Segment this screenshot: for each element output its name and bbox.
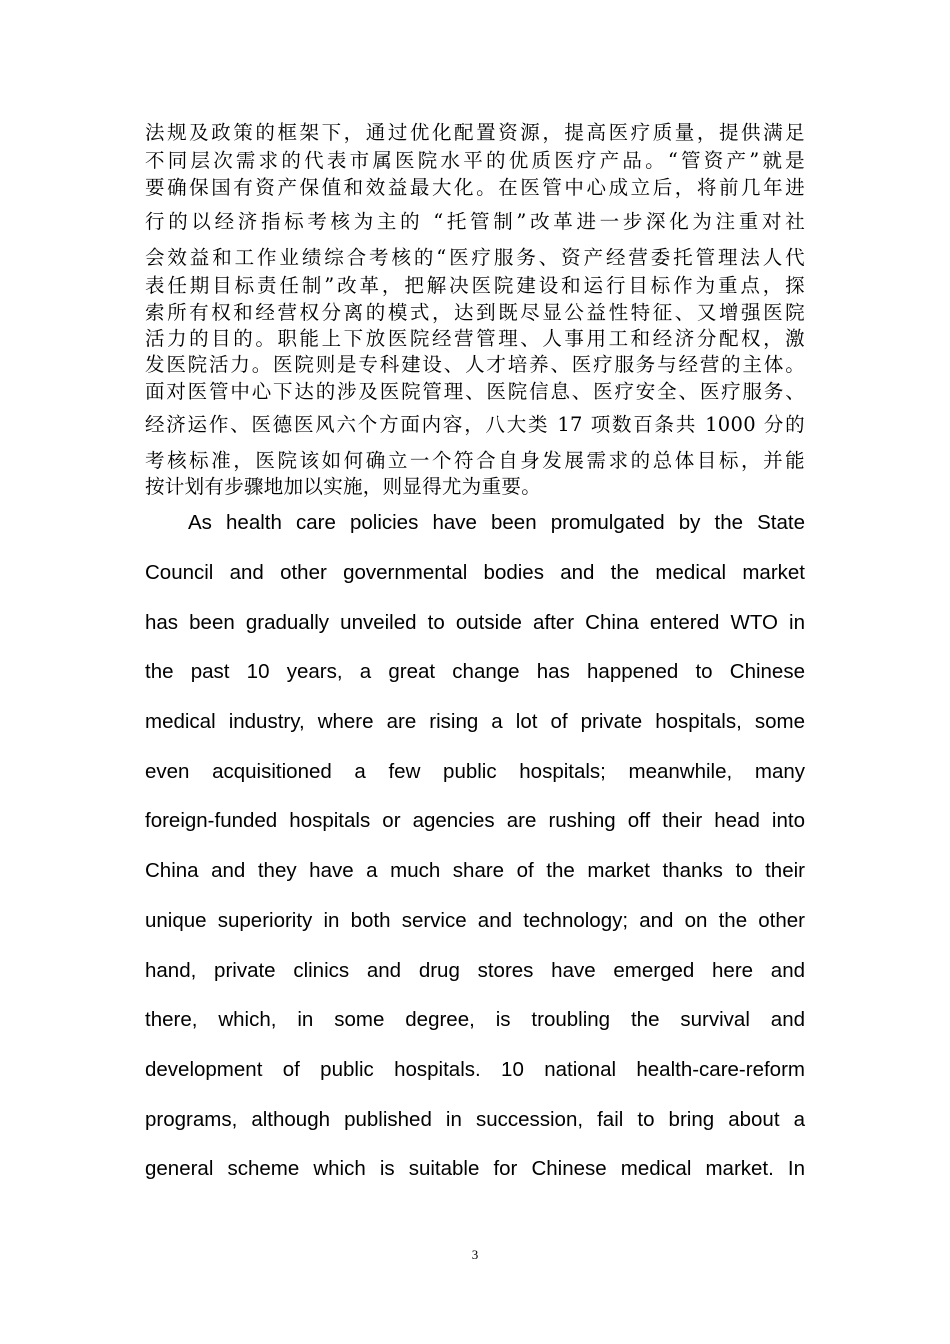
chinese-line: 经济运作、医德医风六个方面内容，八大类 17 项数百条共 1000 分的 (145, 413, 805, 436)
english-line: China and they have a much share of the market thanks to their (145, 859, 805, 882)
english-line: programs, although published in succession, fail to bring about a (145, 1108, 805, 1131)
english-line: there, which, in some degree, is troubling the survival and (145, 1008, 805, 1031)
chinese-line: 发医院活力。医院则是专科建设、人才培养、医疗服务与经营的主体。 (145, 353, 805, 376)
english-line: unique superiority in both service and technology; and on the other (145, 909, 805, 932)
chinese-line: 会效益和工作业绩综合考核的“医疗服务、资产经营委托管理法人代 (145, 246, 805, 269)
english-line: development of public hospitals. 10 national health-care-reform (145, 1058, 805, 1081)
chinese-line: 按计划有步骤地加以实施，则显得尤为重要。 (145, 475, 542, 498)
chinese-line: 活力的目的。职能上下放医院经营管理、人事用工和经济分配权，激 (145, 327, 805, 350)
chinese-line: 索所有权和经营权分离的模式，达到既尽显公益性特征、又增强医院 (145, 301, 805, 324)
english-line: general scheme which is suitable for Chinese medical market. In (145, 1157, 805, 1180)
english-line: foreign-funded hospitals or agencies are rushing off their head into (145, 809, 805, 832)
chinese-line: 表任期目标责任制”改革，把解决医院建设和运行目标作为重点，探 (145, 274, 805, 297)
chinese-line: 行的以经济指标考核为主的 “托管制”改革进一步深化为注重对社 (145, 210, 805, 233)
english-line: the past 10 years, a great change has happened to Chinese (145, 660, 805, 683)
chinese-line: 考核标准，医院该如何确立一个符合自身发展需求的总体目标，并能 (145, 449, 805, 472)
chinese-line: 法规及政策的框架下，通过优化配置资源，提高医疗质量，提供满足 (145, 121, 805, 144)
page-number: 3 (471, 1247, 479, 1262)
english-line: hand, private clinics and drug stores have emerged here and (145, 959, 805, 982)
english-line: medical industry, where are rising a lot of private hospitals, some (145, 710, 805, 733)
chinese-line: 要确保国有资产保值和效益最大化。在医管中心成立后，将前几年进 (145, 176, 805, 199)
chinese-line: 面对医管中心下达的涉及医院管理、医院信息、医疗安全、医疗服务、 (145, 380, 805, 403)
english-line: even acquisitioned a few public hospitals; meanwhile, many (145, 760, 805, 783)
english-line: has been gradually unveiled to outside after China entered WTO in (145, 611, 805, 634)
chinese-line: 不同层次需求的代表市属医院水平的优质医疗产品。“管资产”就是 (145, 149, 805, 172)
english-line: Council and other governmental bodies and the medical market (145, 561, 805, 584)
english-line: As health care policies have been promulgated by the State (188, 511, 805, 534)
